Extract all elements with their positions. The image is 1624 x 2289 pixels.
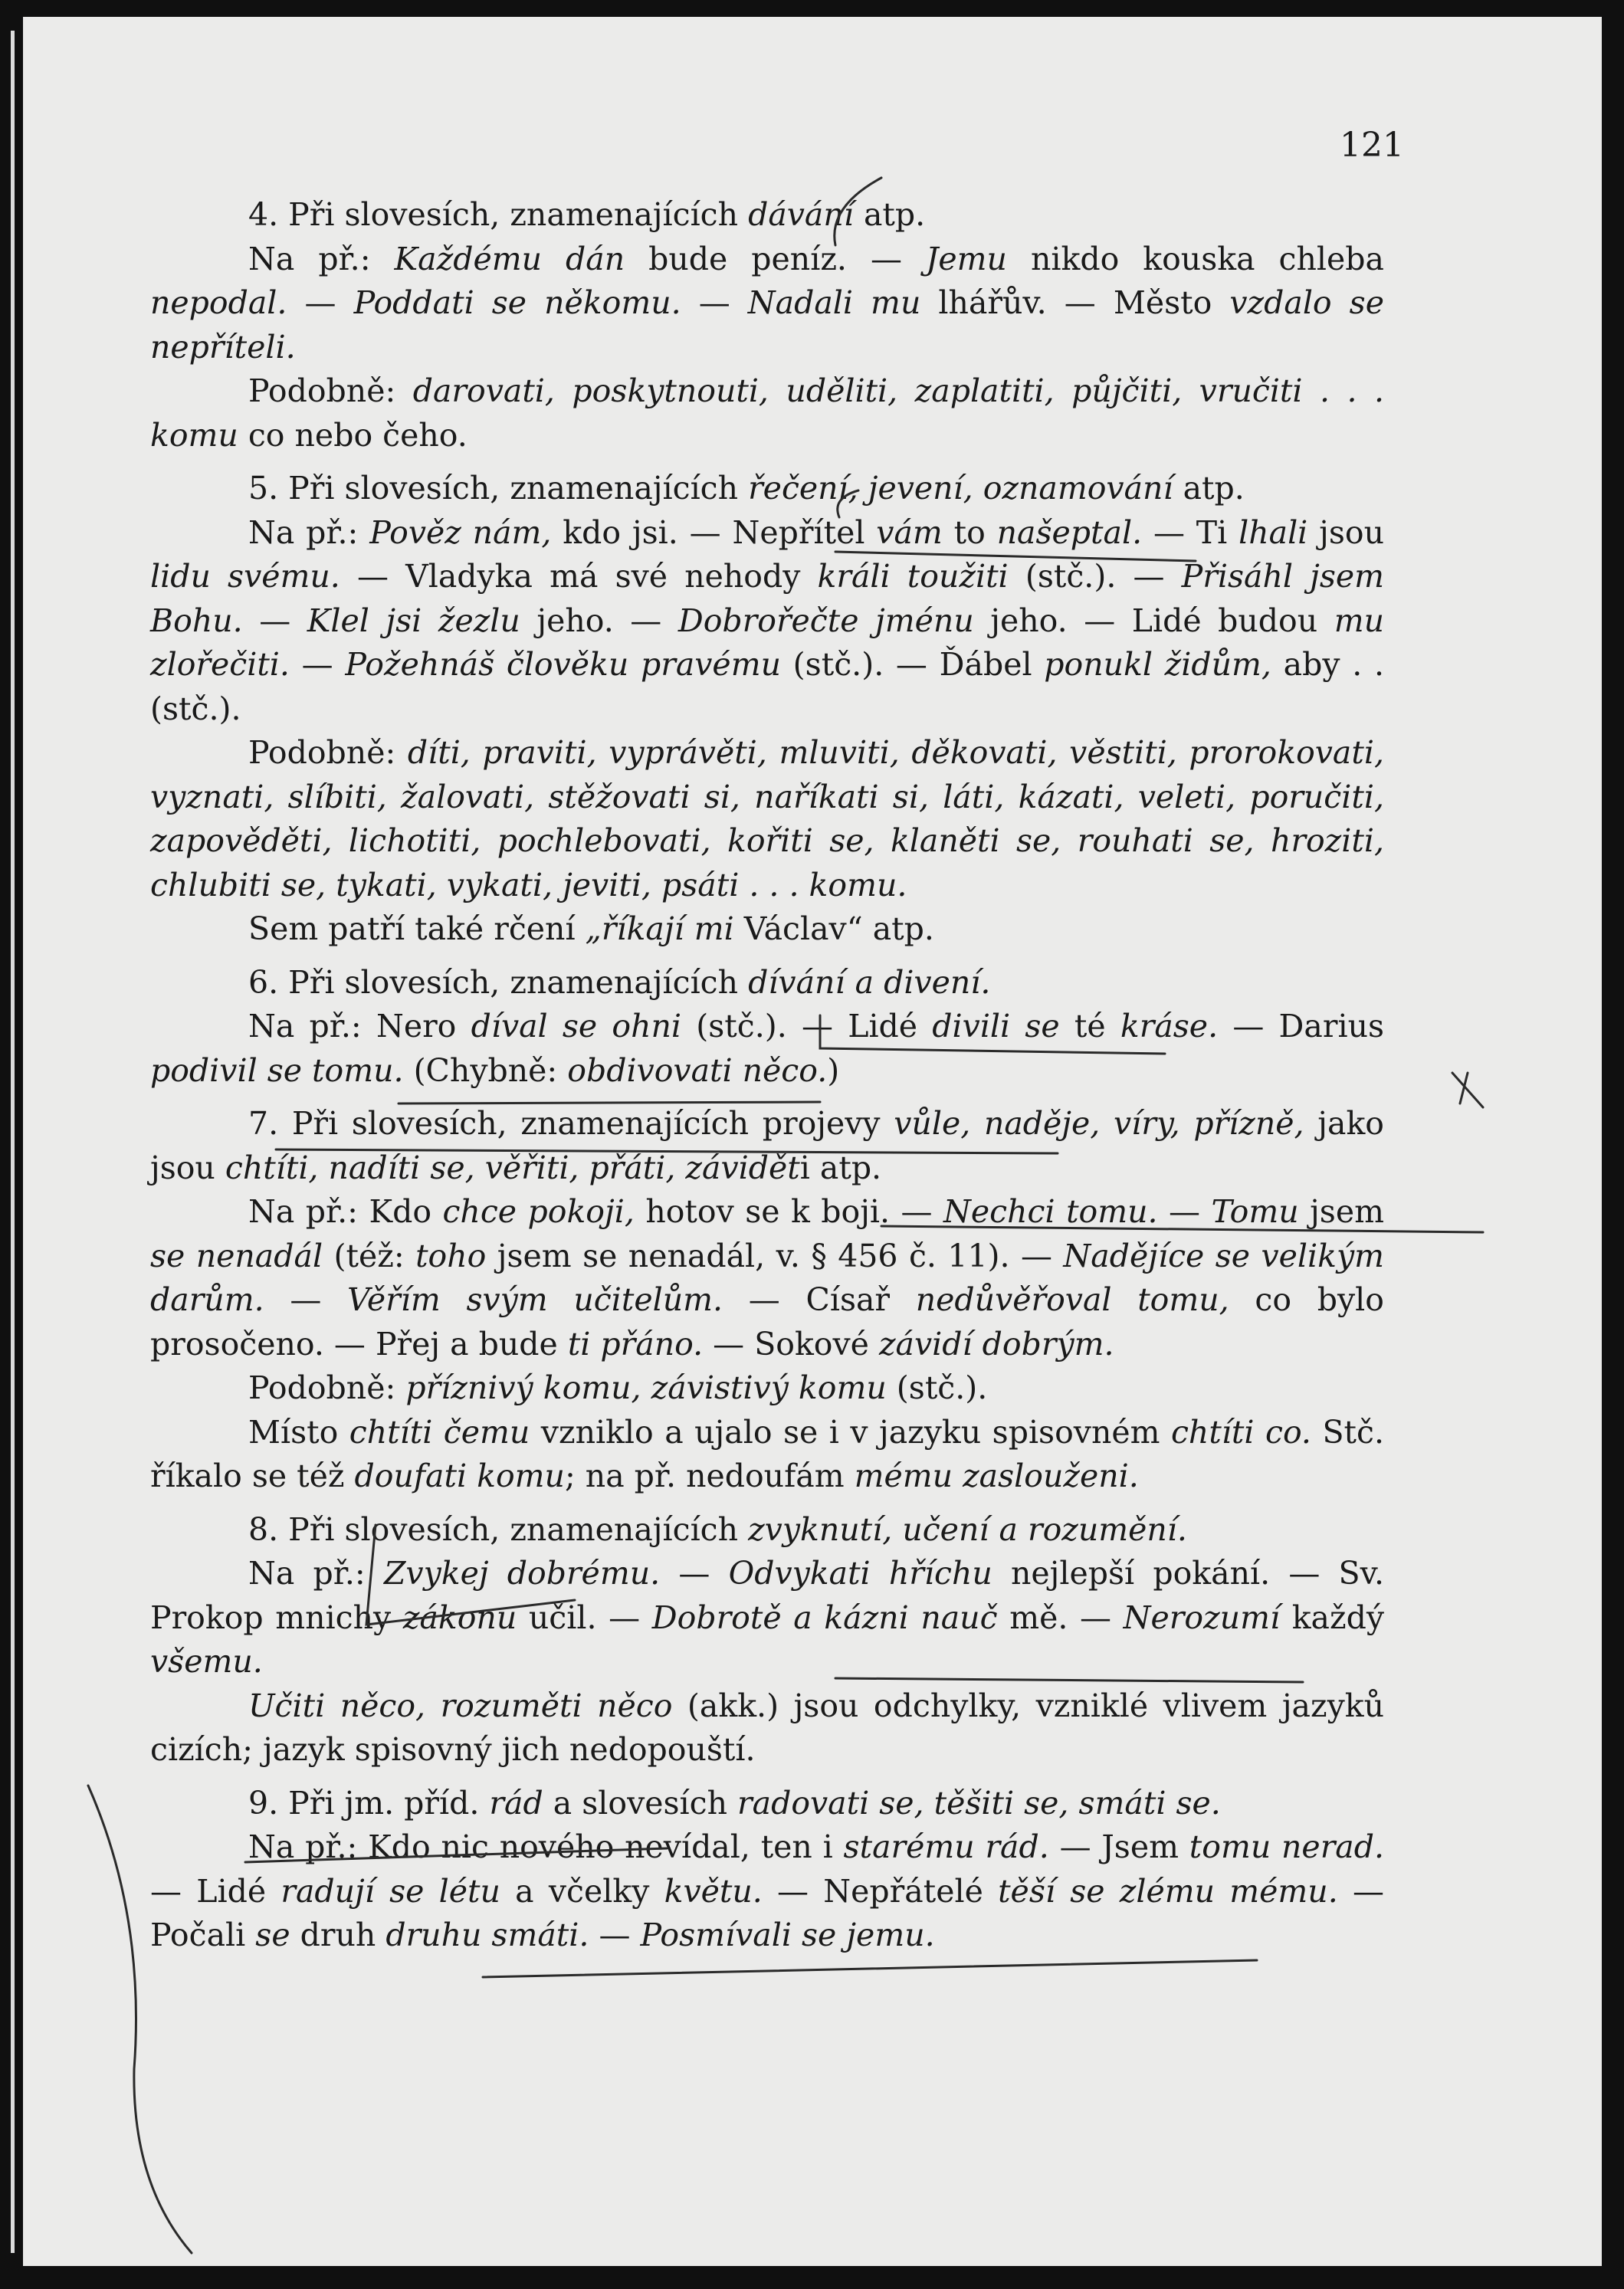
paragraph: Podobně: díti, praviti, vyprávěti, mluviti, děkovati, věstiti, prorokovati, vyznati, slíbiti, žalovati, stěžovati si, naříkati si, láti, kázati, veleti, poručiti, zapověděti, lichotiti, pochlebovati, kořiti se, klaněti se, rouhati se, hroziti, chlubiti se, tykati, vykati, jeviti, psáti . . . komu. xyxy=(150,734,1384,903)
scan-edge-line xyxy=(11,31,15,2253)
paragraph: Na př.: Zvykej dobrému. — Odvykati hříchu nejlepší pokání. — Sv. Prokop mnichy zákonu učil. — Dobrotě a kázni nauč mě. — Nerozumí každý všemu. xyxy=(150,1555,1384,1680)
paragraph: 5. Při slovesích, znamenajících řečení, jevení, oznamování atp. xyxy=(248,470,1245,507)
paragraph: Učiti něco, rozuměti něco (akk.) jsou odchylky, vzniklé vlivem jazyků cizích; jazyk spisovný jich nedopouští. xyxy=(150,1687,1384,1768)
paragraph: 7. Při slovesích, znamenajících projevy vůle, naděje, víry, přízně, jako jsou chtíti, nadíti se, věřiti, přáti, záviděti atp. xyxy=(150,1105,1384,1186)
paragraph: 6. Při slovesích, znamenajících dívání a divení. xyxy=(248,963,991,1001)
paragraph: Sem patří také rčení „říkají mi Václav“ atp. xyxy=(248,910,934,947)
paragraph: Místo chtíti čemu vzniklo a ujalo se i v jazyku spisovném chtíti co. Stč. říkalo se též doufati komu; na př. nedoufám mému zaslouženi. xyxy=(150,1413,1385,1494)
page-text xyxy=(150,193,1384,1958)
paragraph: Podobně: příznivý komu, závistivý komu (stč.). xyxy=(248,1369,988,1406)
page-number: 121 xyxy=(1340,126,1404,165)
paragraph: Na př.: Každému dán bude peníz. — Jemu nikdo kouska chleba nepodal. — Poddati se někomu. — Nadali mu lhářův. — Město vzdalo se nepříteli. xyxy=(150,240,1384,366)
paragraph: Na př.: Pověz nám, kdo jsi. — Nepřítel vám to našeptal. — Ti lhali jsou lidu svému. — Vladyka má své nehody králi toužiti (stč.). — Přisáhl jsem Bohu. — Klel jsi žezlu jeho. — Dobrořečte jménu jeho. — Lidé budou mu zlořečiti. — Požehnáš člověku pravému (stč.). — Ďábel ponukl židům, aby . . (stč.). xyxy=(150,513,1385,727)
paragraph: Na př.: Nero díval se ohni (stč.). — Lidé divili se té kráse. — Darius podivil se tomu. (Chybně: obdivovati něco.) xyxy=(150,1008,1385,1089)
paragraph: Na př.: Kdo nic nového nevídal, ten i starému rád. — Jsem tomu nerad. — Lidé radují se létu a včelky květu. — Nepřátelé těší se zlému mému. — Počali se druh druhu smáti. — Posmívali se jemu. xyxy=(150,1828,1385,1953)
paragraph: Na př.: Kdo chce pokoji, hotov se k boji. — Nechci tomu. — Tomu jsem se nenadál (též: toho jsem se nenadál, v. § 456 č. 11). — Nadějíce se velikým darům. — Věřím svým učitelům. — Císař nedůvěřoval tomu, co bylo prosočeno. — Přej a bude ti přáno. — Sokové závidí dobrým. xyxy=(150,1193,1384,1363)
paragraph: 8. Při slovesích, znamenajících zvyknutí, učení a rozumění. xyxy=(248,1510,1187,1548)
paragraph: Podobně: darovati, poskytnouti, uděliti, zaplatiti, půjčiti, vručiti . . . komu co nebo čeho. xyxy=(150,372,1384,454)
paragraph: 9. Při jm. příd. rád a slovesích radovati se, těšiti se, smáti se. xyxy=(248,1784,1221,1822)
paragraph: 4. Při slovesích, znamenajících dávání atp. xyxy=(248,196,926,233)
